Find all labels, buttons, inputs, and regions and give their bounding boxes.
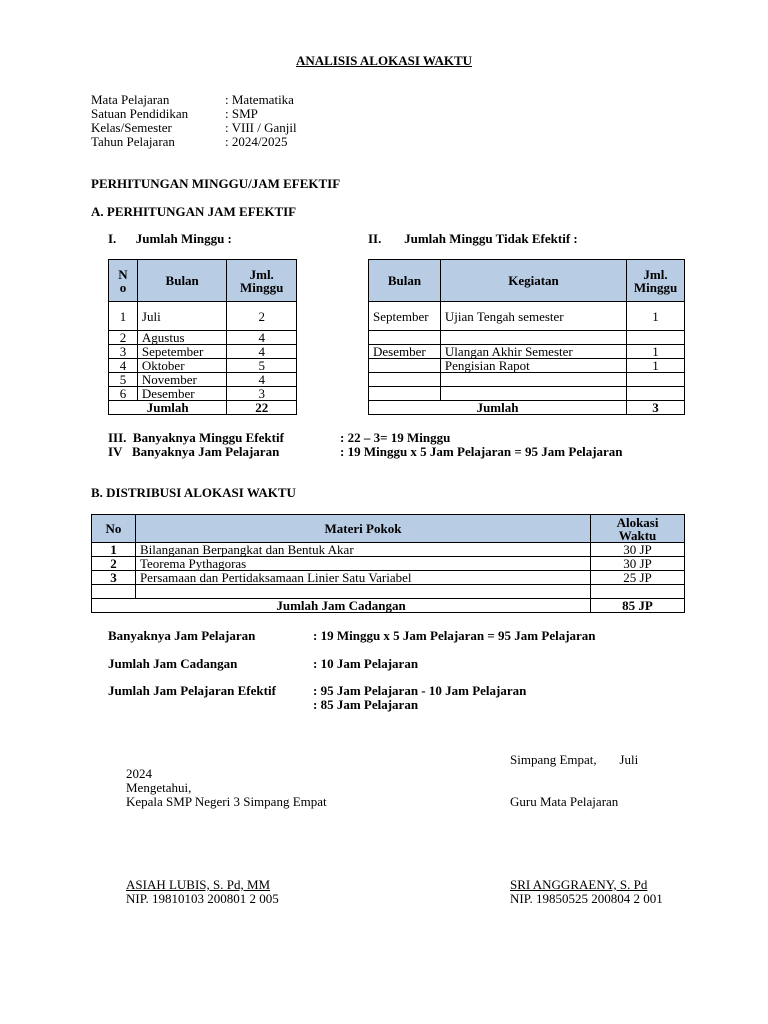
cell-activity: Pengisian Rapot <box>440 359 626 373</box>
cell-time: 30 JP <box>591 543 685 557</box>
section-a-heading: A. PERHITUNGAN JAM EFEKTIF <box>91 204 297 219</box>
cell-time <box>591 585 685 599</box>
signature-place-date: Simpang Empat, Juli <box>510 752 639 767</box>
signature-right-name: SRI ANGGRAENY, S. Pd <box>510 877 648 892</box>
allocation-header-time: Alokasi Waktu <box>591 515 685 543</box>
signature-right-nip: NIP. 19850525 200804 2 001 <box>510 891 663 906</box>
allocation-table-header <box>92 515 685 543</box>
table-row <box>109 302 297 331</box>
non-effective-table-total <box>369 401 685 415</box>
cell-count <box>627 373 685 387</box>
table-row <box>369 373 685 387</box>
signature-acknowledged: Mengetahui, <box>126 780 192 795</box>
non-effective-total-label: Jumlah <box>369 401 627 415</box>
non-effective-header-month: Bulan <box>369 260 441 302</box>
cell-count: 4 <box>227 345 297 359</box>
reserve-hours-label: Jumlah Jam Cadangan <box>108 656 238 671</box>
table-row <box>369 331 685 345</box>
allocation-header-topic: Materi Pokok <box>135 515 590 543</box>
table-row <box>92 557 685 571</box>
cell-month: September <box>369 302 441 331</box>
total-lesson-hours-label: Banyaknya Jam Pelajaran <box>108 628 256 643</box>
info-value-class: : VIII / Ganjil <box>225 120 297 135</box>
cell-time: 25 JP <box>591 571 685 585</box>
allocation-total-label: Jumlah Jam Cadangan <box>92 599 591 613</box>
cell-count: 1 <box>627 345 685 359</box>
cell-month: Sepetember <box>137 345 227 359</box>
cell-count: 5 <box>227 359 297 373</box>
info-value-school: : SMP <box>225 106 258 121</box>
non-effective-table-header <box>369 260 685 302</box>
lesson-hours-label: IV Banyaknya Jam Pelajaran <box>108 444 280 459</box>
table-row <box>369 302 685 331</box>
cell-month: Juli <box>137 302 227 331</box>
info-label-year: Tahun Pelajaran <box>91 134 175 149</box>
cell-month <box>369 373 441 387</box>
cell-no <box>92 585 136 599</box>
cell-count: 1 <box>627 359 685 373</box>
cell-month: Desember <box>137 387 227 401</box>
allocation-total-value: 85 JP <box>591 599 685 613</box>
cell-month: November <box>137 373 227 387</box>
effective-hours-formula: : 95 Jam Pelajaran - 10 Jam Pelajaran <box>313 683 527 698</box>
cell-activity: Ulangan Akhir Semester <box>440 345 626 359</box>
info-value-year: : 2024/2025 <box>225 134 288 149</box>
cell-no: 3 <box>92 571 136 585</box>
document-title: ANALISIS ALOKASI WAKTU <box>295 53 473 68</box>
non-effective-header-count: Jml. Minggu <box>627 260 685 302</box>
info-label-class: Kelas/Semester <box>91 120 172 135</box>
table-row <box>92 571 685 585</box>
weeks-total-label: Jumlah <box>109 401 227 415</box>
section-heading: PERHITUNGAN MINGGU/JAM EFEKTIF <box>91 176 341 191</box>
signature-right-role: Guru Mata Pelajaran <box>510 794 619 809</box>
weeks-table <box>108 259 297 415</box>
cell-month <box>369 359 441 373</box>
table-row <box>109 331 297 345</box>
cell-month <box>369 387 441 401</box>
cell-month <box>369 331 441 345</box>
weeks-header-count: Jml. Minggu <box>227 260 297 302</box>
non-effective-weeks-table <box>368 259 685 415</box>
cell-month: Desember <box>369 345 441 359</box>
cell-count: 1 <box>627 302 685 331</box>
cell-count <box>627 331 685 345</box>
table-row <box>92 585 685 599</box>
non-effective-header-activity: Kegiatan <box>440 260 626 302</box>
cell-time: 30 JP <box>591 557 685 571</box>
effective-hours-label: Jumlah Jam Pelajaran Efektif <box>108 683 276 698</box>
time-allocation-table <box>91 514 685 613</box>
weeks-table-header <box>109 260 297 302</box>
table-row <box>369 345 685 359</box>
cell-topic: Persamaan dan Pertidaksamaan Linier Satu Variabel <box>135 571 590 585</box>
table-row <box>109 373 297 387</box>
info-value-subject: : Matematika <box>225 92 294 107</box>
allocation-header-no: No <box>92 515 136 543</box>
cell-no: 4 <box>109 359 138 373</box>
cell-activity: Ujian Tengah semester <box>440 302 626 331</box>
signature-left-nip: NIP. 19810103 200801 2 005 <box>126 891 279 906</box>
cell-no: 1 <box>109 302 138 331</box>
cell-activity <box>440 387 626 401</box>
signature-left-name: ASIAH LUBIS, S. Pd, MM <box>126 877 271 892</box>
effective-hours-result: : 85 Jam Pelajaran <box>313 697 419 712</box>
cell-count: 2 <box>227 302 297 331</box>
cell-no: 6 <box>109 387 138 401</box>
reserve-hours-value: : 10 Jam Pelajaran <box>313 656 419 671</box>
table-row <box>109 359 297 373</box>
cell-no: 5 <box>109 373 138 387</box>
cell-count: 3 <box>227 387 297 401</box>
non-effective-total-value: 3 <box>627 401 685 415</box>
cell-month: Oktober <box>137 359 227 373</box>
weeks-table-total <box>109 401 297 415</box>
effective-weeks-label: III. Banyaknya Minggu Efektif <box>108 430 284 445</box>
signature-left-role: Kepala SMP Negeri 3 Simpang Empat <box>126 794 327 809</box>
info-label-school: Satuan Pendidikan <box>91 106 189 121</box>
cell-count: 4 <box>227 331 297 345</box>
cell-month: Agustus <box>137 331 227 345</box>
weeks-header-month: Bulan <box>137 260 227 302</box>
total-lesson-hours-value: : 19 Minggu x 5 Jam Pelajaran = 95 Jam Pelajaran <box>313 628 596 643</box>
allocation-table-total <box>92 599 685 613</box>
table-row <box>369 387 685 401</box>
cell-no: 2 <box>109 331 138 345</box>
cell-activity <box>440 331 626 345</box>
cell-no: 3 <box>109 345 138 359</box>
cell-topic <box>135 585 590 599</box>
weeks-total-value: 22 <box>227 401 297 415</box>
cell-no: 2 <box>92 557 136 571</box>
cell-count: 4 <box>227 373 297 387</box>
cell-count <box>627 387 685 401</box>
info-label-subject: Mata Pelajaran <box>91 92 170 107</box>
table-row <box>369 359 685 373</box>
table-row <box>92 543 685 557</box>
table-row <box>109 387 297 401</box>
effective-weeks-value: : 22 – 3= 19 Minggu <box>340 430 451 445</box>
section-a-sub1: I. Jumlah Minggu : <box>108 231 232 246</box>
section-b-heading: B. DISTRIBUSI ALOKASI WAKTU <box>91 485 296 500</box>
table-row <box>109 345 297 359</box>
cell-no: 1 <box>92 543 136 557</box>
signature-year: 2024 <box>126 766 152 781</box>
cell-topic: Bilanganan Berpangkat dan Bentuk Akar <box>135 543 590 557</box>
lesson-hours-value: : 19 Minggu x 5 Jam Pelajaran = 95 Jam Pelajaran <box>340 444 623 459</box>
section-a-sub2: II. Jumlah Minggu Tidak Efektif : <box>368 231 578 246</box>
cell-activity <box>440 373 626 387</box>
weeks-header-no: N o <box>109 260 138 302</box>
cell-topic: Teorema Pythagoras <box>135 557 590 571</box>
